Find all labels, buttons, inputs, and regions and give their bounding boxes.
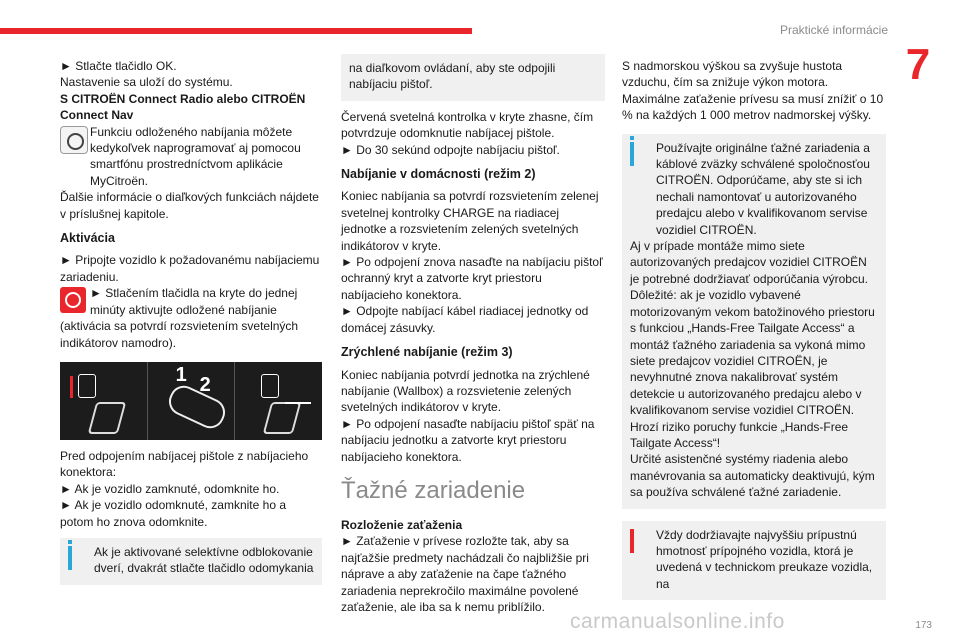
page-number: 173 <box>915 620 932 631</box>
illustration-cell-2 <box>148 362 236 440</box>
chapter-number: 7 <box>905 40 931 89</box>
section-title: Praktické informácie <box>779 23 888 37</box>
warning-note <box>622 521 886 601</box>
text-refit-cover: ► Po odpojení znova nasaďte na nabíjaciu pištoľ ochranný kryt a zatvorte kryt priestoru nabíjacieho konektora. <box>341 255 603 302</box>
arrow-icon <box>285 402 311 404</box>
info-towbar-text-3: Dôležité: ak je vozidlo vybavené motorizovaným vekom batožinového priestoru s funkciou „Hands-Free Tailgate Access“ a montáž ťažného zariadenia sa vykoná mimo siete predajcov vozidiel CITROËN, je nevyhnutné znova nakalibrovať systém detekcie u autorizovaného predajcu alebo v kvalifikovanom servise vozidiel CITROËN. Hrozí riziko poruchy funkcie „Hands-Free Tailgate Access“! <box>630 288 875 450</box>
app-paragraph <box>60 124 322 190</box>
text-activation-confirm: (aktivácia sa potvrdí rozsvietením svetelných indikátorov namodro). <box>60 319 299 350</box>
info-towbar-text-2: Aj v prípade montáže mimo siete autorizovaných predajcov vozidiel CITROËN je potrebné dodržiavať odporúčania výrobcu. <box>630 239 868 286</box>
info-note-continued <box>341 54 605 101</box>
text-remote-functions: Ďalšie informácie o diaľkových funkciách nájdete v príslušnej kapitole. <box>60 190 319 221</box>
column-2 <box>341 54 605 615</box>
column-1-lower <box>60 448 322 591</box>
info-icon <box>630 142 638 166</box>
remote-key-icon <box>164 381 229 433</box>
text-connect-vehicle: ► Pripojte vozidlo k požadovanému nabíjaciemu zariadeniu. <box>60 253 320 284</box>
column-1 <box>60 58 322 395</box>
text-press-button: ► Stlačením tlačidla na kryte do jednej minúty aktivujte odložené nabíjanie <box>90 286 298 317</box>
heading-towbar: Ťažné zariadenie <box>341 476 526 504</box>
text-altitude: S nadmorskou výškou sa zvyšuje hustota vzduchu, čím sa znižuje výkon motora. Maximálne zaťaženie prívesu sa musí znížiť o 10 % na každých 1 000 metrov nadmorskej výšky. <box>622 59 884 123</box>
unlock-icon <box>261 374 279 398</box>
header-accent-bar <box>0 28 472 34</box>
smartphone-app-icon <box>60 126 88 154</box>
text-load-distribution: ► Zaťaženie v prívese rozložte tak, aby sa najťažšie predmety nachádzali čo najbližšie pri náprave a aby zaťaženie na čape ťažného zariadenia neprekročilo maximálne povolené zaťaženie, ale iba sa k nemu priblížilo. <box>341 534 589 614</box>
illustration-cell-1 <box>60 362 148 440</box>
lock-icon <box>78 374 96 398</box>
text-return-gun: ► Po odpojení nasaďte nabíjaciu pištoľ späť na nabíjaciu jednotku a zatvorte kryt priestoru nabíjacieho konektora. <box>341 416 595 464</box>
heading-home-charging: Nabíjanie v domácnosti (režim 2) <box>341 167 536 182</box>
info-note <box>60 538 322 585</box>
warning-icon <box>630 529 638 553</box>
column-3 <box>622 58 886 606</box>
info-note-text: Ak je aktivované selektívne odblokovanie dverí, dvakrát stlačte tlačidlo odomykania <box>94 545 314 576</box>
text-unplug-cable: ► Odpojte nabíjací kábel riadiacej jednotky od domácej zásuvky. <box>341 304 589 335</box>
text-step-ok: ► Stlačte tlačidlo OK. <box>60 59 177 73</box>
heading-activation: Aktivácia <box>60 231 115 246</box>
text-30-seconds: ► Do 30 sekúnd odpojte nabíjaciu pištoľ. <box>341 142 560 157</box>
subheading-load-distribution: Rozloženie zaťaženia <box>341 517 463 532</box>
text-app-programming: Funkciu odloženého nabíjania môžete kedykoľvek naprogramovať aj pomocou smartfónu prostredníctvom aplikácie MyCitroën. <box>90 124 301 188</box>
activation-paragraph <box>60 285 322 318</box>
info-note-towbar <box>622 134 886 509</box>
watermark: carmanualsonline.info <box>570 610 785 633</box>
illustration-cell-3 <box>235 362 322 440</box>
text-if-locked: ► Ak je vozidlo zamknuté, odomknite ho. <box>60 481 280 496</box>
info-towbar-text: Používajte originálne ťažné zariadenia a káblové zväzky schválené spoločnosťou CITROËN. Odporúčame, aby ste si ich nechali namontovať u autorizovaného predajcu alebo v kvalifikovanom servise vozidiel CITROËN. <box>656 140 870 237</box>
text-home-charge-end: Koniec nabíjania sa potvrdí rozsvietením zelenej svetelnej kontrolky CHARGE na riadiacej jednotke a rozsvietením zelených svetelných indikátorov v kryte. <box>341 189 599 253</box>
text-fast-charge-end: Koniec nabíjania potvrdí jednotka na zrýchlené nabíjanie (Wallbox) a rozsvietenie zelených svetelných indikátorov v kryte. <box>341 367 590 415</box>
charging-gun-icon <box>88 402 127 434</box>
info-note-continued-text: na diaľkovom ovládaní, aby ste odpojili nabíjaciu pištoľ. <box>349 61 556 92</box>
deferred-charge-button-icon <box>60 287 86 313</box>
text-if-unlocked: ► Ak je vozidlo odomknuté, zamknite ho a potom ho znova odomknite. <box>60 498 286 529</box>
subheading-connect: S CITROËN Connect Radio alebo CITROËN Connect Nav <box>60 91 306 123</box>
red-indicator-icon <box>70 376 73 398</box>
heading-fast-charging: Zrýchlené nabíjanie (režim 3) <box>341 345 513 360</box>
unlock-illustration <box>60 362 322 440</box>
text-settings-saved: Nastavenie sa uloží do systému. <box>60 75 233 90</box>
warning-text: Vždy dodržiavajte najvyššiu prípustnú hmotnosť prípojného vozidla, ktorá je uvedená v technickom preukaze vozidla, na <box>656 527 873 591</box>
text-red-lamp: Červená svetelná kontrolka v kryte zhasne, čím potvrdzuje odomknutie nabíjacej pištole. <box>341 109 594 141</box>
step-number-2: 2 <box>199 374 211 396</box>
text-before-disconnect: Pred odpojením nabíjacej pištole z nabíjacieho konektora: <box>60 449 309 480</box>
charging-gun-icon <box>263 402 302 434</box>
info-towbar-text-4: Určité asistenčné systémy riadenia alebo manévrovania sa automaticky deaktivujú, kým sa používa schválené ťažné zariadenie. <box>630 452 875 500</box>
info-icon <box>68 546 76 570</box>
step-number-1: 1 <box>175 364 187 386</box>
